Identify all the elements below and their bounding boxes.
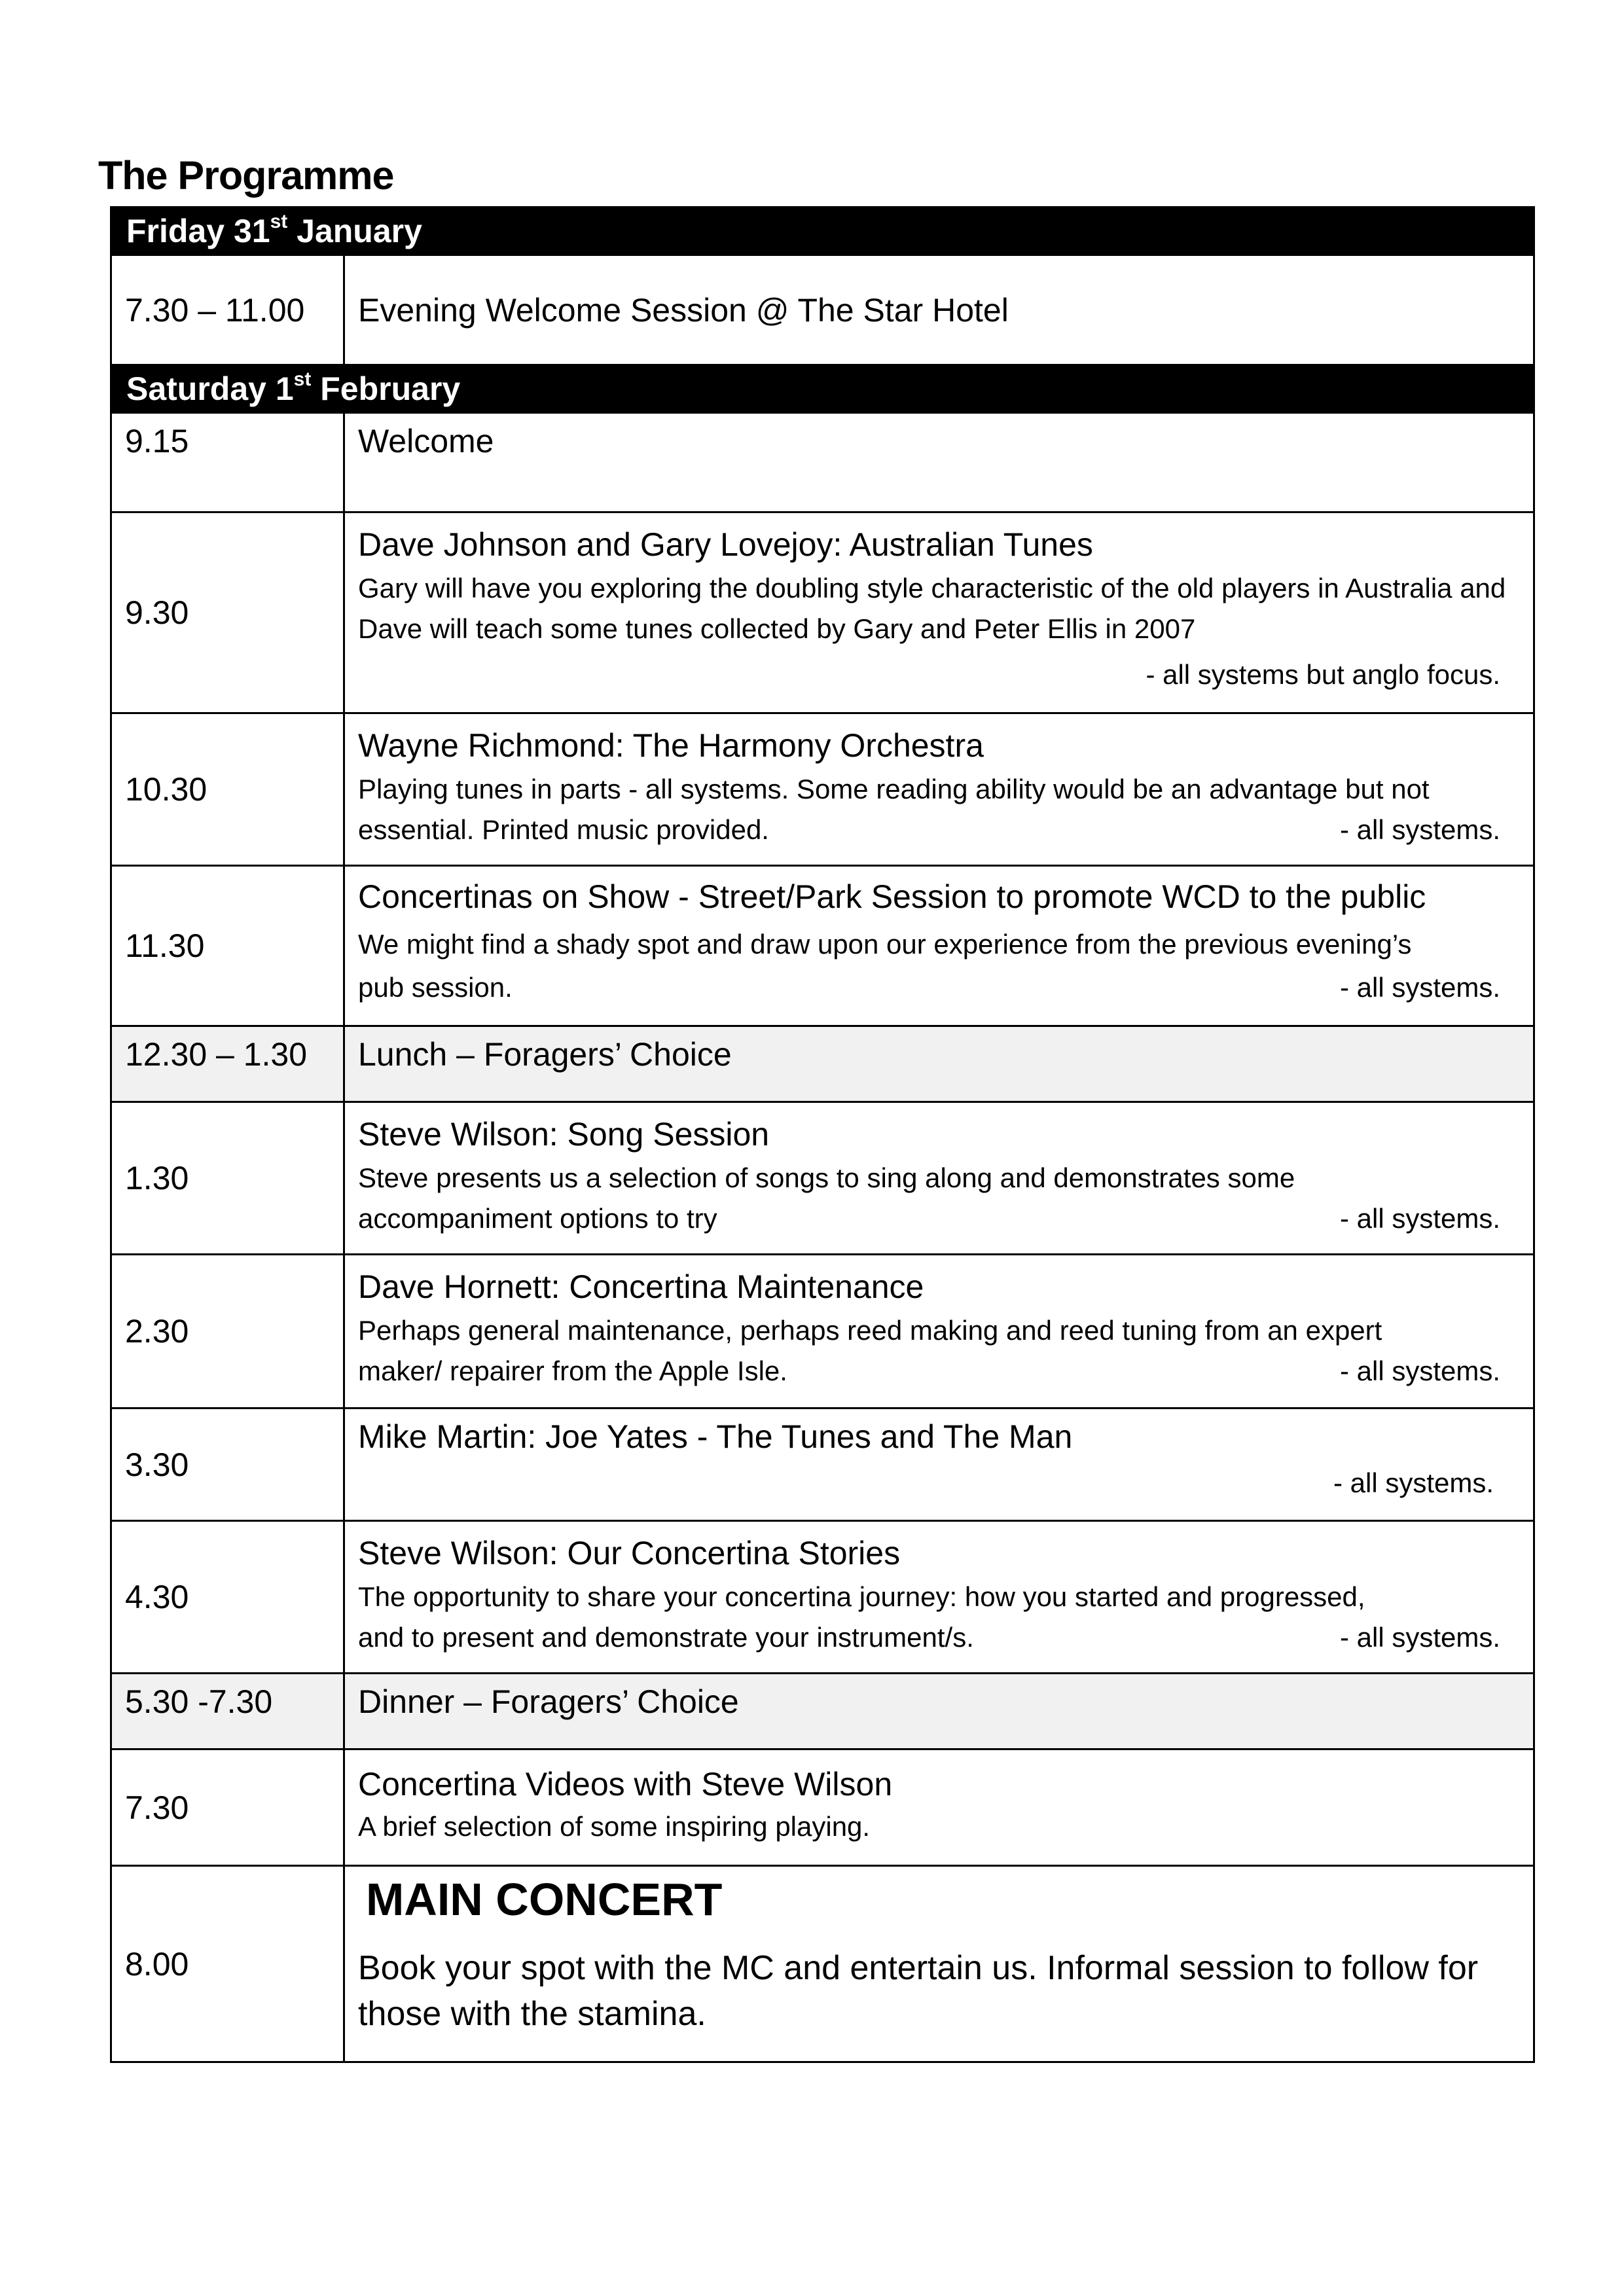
session-cell	[344, 1255, 1534, 1408]
session-description-line: pub session. - all systems.	[358, 967, 1520, 1008]
day-heading: Saturday 1st February	[111, 365, 1534, 413]
session-title: Welcome	[344, 413, 1534, 512]
session-description: We might find a shady spot and draw upon our experience from the previous evening’s	[358, 929, 1412, 960]
session-title: Concertinas on Show - Street/Park Session to promote WCD to the public	[358, 878, 1426, 915]
table-row	[111, 866, 1534, 1026]
session-cell	[344, 1749, 1534, 1866]
programme-table	[110, 206, 1535, 2063]
session-cell	[344, 866, 1534, 1026]
session-description: Perhaps general maintenance, perhaps reed making and reed tuning from an expert	[358, 1315, 1382, 1346]
session-time: 11.30	[111, 866, 344, 1026]
session-description: Book your spot with the MC and entertain us. Informal session to follow for those with the stamina.	[358, 1949, 1479, 2033]
session-description: Steve presents us a selection of songs to sing along and demonstrates some	[358, 1162, 1295, 1193]
day-heading: Friday 31st January	[111, 207, 1534, 255]
session-time: 1.30	[111, 1102, 344, 1255]
table-row	[111, 413, 1534, 512]
session-cell	[344, 1866, 1534, 2062]
session-title: Mike Martin: Joe Yates - The Tunes and The Man	[358, 1418, 1073, 1455]
session-description-line: accompaniment options to try - all systems.	[358, 1198, 1520, 1239]
session-time: 12.30 – 1.30	[111, 1026, 344, 1102]
session-title: Steve Wilson: Our Concertina Stories	[358, 1535, 901, 1571]
session-cell	[344, 1102, 1534, 1255]
session-systems: - all systems.	[1339, 1203, 1501, 1234]
session-title: Dinner – Foragers’ Choice	[344, 1674, 1534, 1749]
session-time: 8.00	[111, 1866, 344, 2062]
session-title: Evening Welcome Session @ The Star Hotel	[344, 255, 1534, 365]
table-row	[111, 1026, 1534, 1102]
table-row	[111, 1674, 1534, 1749]
table-row	[111, 1749, 1534, 1866]
session-description: Playing tunes in parts - all systems. Some reading ability would be an advantage but not	[358, 774, 1430, 804]
day-header-saturday	[111, 365, 1534, 413]
session-description-line: and to present and demonstrate your instrument/s. - all systems.	[358, 1617, 1520, 1658]
session-description: The opportunity to share your concertina journey: how you started and progressed,	[358, 1581, 1365, 1612]
session-time: 5.30 -7.30	[111, 1674, 344, 1749]
session-systems: - all systems.	[1339, 1355, 1501, 1386]
session-description-line: maker/ repairer from the Apple Isle. - all systems.	[358, 1351, 1520, 1391]
session-title: Dave Hornett: Concertina Maintenance	[358, 1268, 924, 1305]
table-row	[111, 1102, 1534, 1255]
session-cell	[344, 512, 1534, 713]
table-row	[111, 1866, 1534, 2062]
session-systems: - all systems.	[1339, 972, 1501, 1003]
day-header-friday	[111, 207, 1534, 255]
session-time: 3.30	[111, 1408, 344, 1521]
session-cell	[344, 1408, 1534, 1521]
main-concert-heading: MAIN CONCERT	[366, 1874, 723, 1925]
table-row	[111, 1255, 1534, 1408]
table-row	[111, 255, 1534, 365]
session-description: Gary will have you exploring the doubling style characteristic of the old players in Australia and Dave will teach some tunes collected by Gary and Peter Ellis in 2007	[358, 573, 1506, 644]
session-time: 7.30 – 11.00	[111, 255, 344, 365]
session-title: Lunch – Foragers’ Choice	[344, 1026, 1534, 1102]
table-row	[111, 713, 1534, 866]
session-systems: - all systems.	[1333, 1467, 1494, 1498]
session-title: Dave Johnson and Gary Lovejoy: Australian Tunes	[358, 526, 1093, 563]
session-title: Concertina Videos with Steve Wilson	[358, 1766, 893, 1803]
session-cell	[344, 1521, 1534, 1674]
session-title: Wayne Richmond: The Harmony Orchestra	[358, 727, 984, 764]
session-time: 9.30	[111, 512, 344, 713]
table-row	[111, 1408, 1534, 1521]
table-row	[111, 512, 1534, 713]
session-systems: - all systems but anglo focus.	[1146, 659, 1501, 690]
session-title: Steve Wilson: Song Session	[358, 1116, 770, 1153]
session-time: 7.30	[111, 1749, 344, 1866]
session-description: A brief selection of some inspiring playing.	[358, 1811, 871, 1842]
page-title: The Programme	[98, 153, 394, 198]
session-time: 2.30	[111, 1255, 344, 1408]
session-description-line: essential. Printed music provided. - all systems.	[358, 810, 1520, 850]
table-row	[111, 1521, 1534, 1674]
session-systems: - all systems.	[1339, 814, 1501, 845]
session-time: 9.15	[111, 413, 344, 512]
session-cell	[344, 713, 1534, 866]
session-systems: - all systems.	[1339, 1622, 1501, 1653]
session-time: 10.30	[111, 713, 344, 866]
session-time: 4.30	[111, 1521, 344, 1674]
